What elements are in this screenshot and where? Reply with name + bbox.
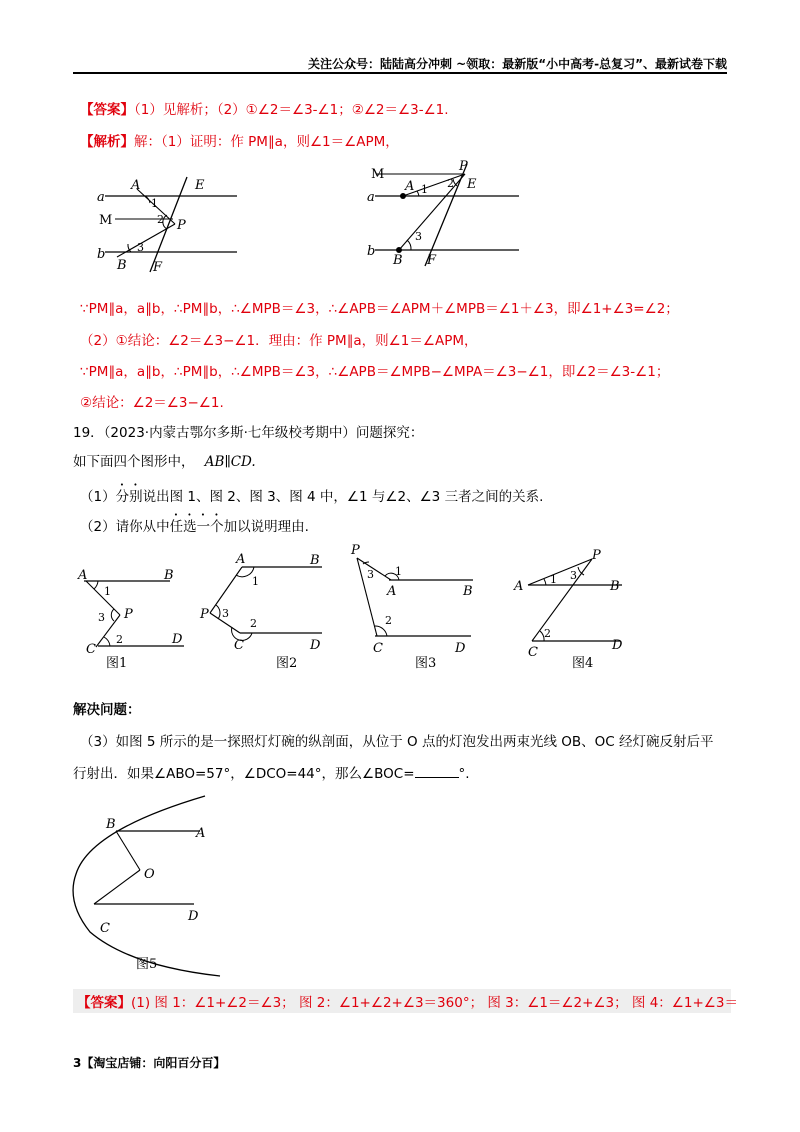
fig18b-label-B: B xyxy=(393,253,403,268)
answer-tag: 【答案】 xyxy=(80,102,134,118)
answer-text: （1）见解析；（2）①∠2＝∠3-∠1；②∠2＝∠3-∠1. xyxy=(134,102,449,118)
solve-heading: 解决问题： xyxy=(73,702,141,718)
page-header: 关注公众号：陆陆高分冲刺 ~领取：最新版“小中高考-总复习”、最新试卷下载 xyxy=(308,57,727,71)
figure-18-left xyxy=(95,165,255,279)
proof-line-1: ∵PM∥a，a∥b，∴PM∥b，∴∠MPB＝∠3，∴∠APB＝∠APM＋∠MPB＝∠1＋∠3，即∠1+∠3=∠2； xyxy=(80,301,679,317)
fig4-label-B: B xyxy=(610,579,620,594)
solve-line-1: （3）如图 5 所示的是一探照灯灯碗的纵剖面，从位于 O 点的灯泡发出两束光线 OB、OC 经灯碗反射后平 xyxy=(80,734,714,750)
fig1-label-C: C xyxy=(86,642,96,657)
fig4-label-D: D xyxy=(612,638,623,653)
q19-line2-prefix: （1） xyxy=(80,489,116,505)
fig18b-angle-3: 3 xyxy=(415,230,422,243)
analysis-text: 解：（1）证明：作 PM∥a，则∠1＝∠APM， xyxy=(134,134,399,150)
fig2-caption: 图2 xyxy=(276,656,298,671)
q19-line2-emphasis: 分别 xyxy=(115,489,143,505)
proof-line-4: ②结论：∠2＝∠3−∠1. xyxy=(80,395,224,411)
figure-5 xyxy=(70,790,250,984)
question-19-line-2 xyxy=(80,481,543,505)
fig2-label-B: B xyxy=(310,553,320,568)
q19-line3-text: 加以说明理由. xyxy=(223,519,309,535)
header-divider xyxy=(73,72,727,74)
fig18a-label-B: B xyxy=(117,258,127,273)
answer-19 xyxy=(73,989,738,1013)
fig5-caption: 图5 xyxy=(136,957,158,972)
fig18a-label-P: P xyxy=(177,218,186,233)
question-19-line-1 xyxy=(73,450,256,470)
question-19-line-3 xyxy=(80,511,309,535)
fig18b-label-b: b xyxy=(367,244,376,259)
fig2-angle-2: 2 xyxy=(250,617,257,630)
fig18b-label-M: M xyxy=(371,167,385,182)
fig18a-label-E: E xyxy=(195,178,205,193)
fig18a-label-a: a xyxy=(97,190,105,205)
figure-2 xyxy=(200,545,330,679)
fig3-label-B: B xyxy=(463,584,473,599)
answer-18 xyxy=(80,98,449,118)
fig2-angle-3: 3 xyxy=(222,607,229,620)
fig4-angle-2: 2 xyxy=(544,627,551,640)
fig18b-label-P: P xyxy=(459,159,468,174)
fig3-caption: 图3 xyxy=(415,656,437,671)
proof-line-3: ∵PM∥a，a∥b，∴PM∥b，∴∠MPB＝∠3，∴∠APB＝∠MPB−∠MPA＝∠3−∠1，即∠2＝∠3-∠1； xyxy=(80,364,670,380)
fig2-label-D: D xyxy=(310,638,321,653)
q19-line3-emphasis: 任选一个 xyxy=(169,519,224,535)
solve-line-2 xyxy=(73,762,470,782)
answer-blank xyxy=(415,765,459,778)
fig18b-angle-1: 1 xyxy=(421,183,428,196)
q19-parallel-condition: AB∥CD. xyxy=(204,454,256,470)
fig18a-angle-2: 2 xyxy=(157,213,164,226)
q19-line1-text: 如下面四个图形中， xyxy=(73,454,195,470)
fig3-label-A: A xyxy=(387,584,397,599)
fig1-label-D: D xyxy=(172,632,183,647)
fig18b-angle-2: 2 xyxy=(447,177,454,190)
fig5-label-B: B xyxy=(106,817,116,832)
fig1-label-A: A xyxy=(78,568,88,583)
q19-line3-prefix: （2）请你从中 xyxy=(80,519,170,535)
figure-18-right xyxy=(367,158,527,272)
figure-1 xyxy=(72,545,192,679)
q19-line2-text: 说出图 1、图 2、图 3、图 4 中，∠1 与∠2、∠3 三者之间的关系. xyxy=(142,489,544,505)
answer-19-tag: 【答案】 xyxy=(77,995,131,1011)
fig5-label-C: C xyxy=(100,921,110,936)
fig2-label-A: A xyxy=(236,552,246,567)
page-footer: 3【淘宝店铺：向阳百分百】 xyxy=(73,1056,226,1070)
fig18b-label-a: a xyxy=(367,190,375,205)
fig4-label-P: P xyxy=(592,548,601,563)
fig3-angle-1: 1 xyxy=(395,565,402,578)
fig4-caption: 图4 xyxy=(572,656,594,671)
fig18a-angle-3: 3 xyxy=(137,241,144,254)
fig3-angle-2: 2 xyxy=(385,614,392,627)
fig5-label-D: D xyxy=(188,909,199,924)
fig18a-label-F: F xyxy=(153,260,163,275)
fig18a-angle-1: 1 xyxy=(151,197,158,210)
fig2-label-P: P xyxy=(200,607,209,622)
fig1-angle-1: 1 xyxy=(104,585,111,598)
fig4-label-A: A xyxy=(514,579,524,594)
analysis-tag: 【解析】 xyxy=(80,134,134,150)
fig18b-label-F: F xyxy=(427,253,437,268)
fig5-label-O: O xyxy=(144,867,155,882)
fig18a-label-A: A xyxy=(131,178,141,193)
question-19-header xyxy=(73,421,423,441)
question-number: 19． xyxy=(73,425,104,441)
fig5-label-A: A xyxy=(196,826,206,841)
fig1-angle-3: 3 xyxy=(98,611,105,624)
answer-19-text: (1) 图 1：∠1+∠2＝∠3； 图 2：∠1+∠2+∠3＝360°； 图 3：∠1＝∠2+∠3； 图 4：∠1+∠3＝ xyxy=(131,995,738,1011)
figure-4 xyxy=(510,545,640,679)
solve-line2-text: 行射出．如果∠ABO=57°，∠DCO=44°，那么∠BOC= xyxy=(73,766,415,782)
fig18b-label-E: E xyxy=(467,177,477,192)
fig3-angle-3: 3 xyxy=(367,568,374,581)
fig18a-label-b: b xyxy=(97,247,106,262)
fig1-caption: 图1 xyxy=(106,656,128,671)
fig3-label-P: P xyxy=(351,543,360,558)
fig4-angle-1: 1 xyxy=(550,573,557,586)
fig4-label-C: C xyxy=(528,645,538,660)
figure-3 xyxy=(345,540,485,679)
fig1-label-B: B xyxy=(164,568,174,583)
analysis-18 xyxy=(80,130,399,150)
fig18b-label-A: A xyxy=(405,179,415,194)
proof-line-2: （2）①结论：∠2＝∠3−∠1．理由：作 PM∥a，则∠1＝∠APM， xyxy=(80,333,478,349)
fig1-angle-2: 2 xyxy=(116,633,123,646)
fig4-angle-3: 3 xyxy=(570,569,577,582)
fig3-label-C: C xyxy=(373,641,383,656)
fig1-label-P: P xyxy=(124,607,133,622)
solve-line2-suffix: °. xyxy=(458,766,470,782)
fig2-angle-1: 1 xyxy=(252,575,259,588)
fig18a-label-M: M xyxy=(99,213,113,228)
fig3-label-D: D xyxy=(455,641,466,656)
question-source: （2023·内蒙古鄂尔多斯·七年级校考期中）问题探究： xyxy=(103,425,424,441)
fig2-label-C: C xyxy=(234,638,244,653)
